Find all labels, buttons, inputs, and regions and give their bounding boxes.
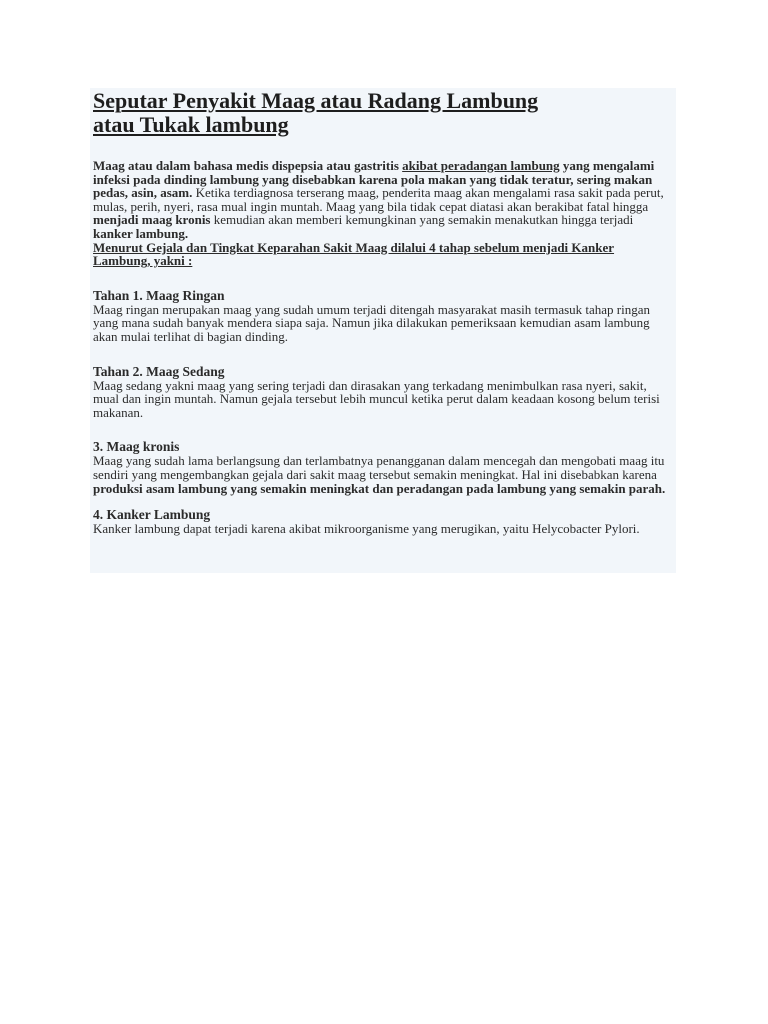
- stage-1-text: Maag ringan merupakan maag yang sudah umum terjadi ditengah masyarakat masih termasuk tahap ringan yang mana sudah banyak mendera siapa saja. Namun jika dilakukan pemeriksaan kemudian asam lambung akan mulai terlihat di bagian dinding.: [93, 301, 651, 344]
- stage-2-heading: Tahan 2. Maag Sedang: [93, 363, 225, 379]
- stage-1: [93, 288, 673, 344]
- intro-bold-1: Maag atau dalam bahasa medis dispepsia atau gastritis: [93, 158, 403, 173]
- stage-1-heading: Tahan 1. Maag Ringan: [93, 287, 225, 303]
- stage-2: [93, 364, 673, 420]
- document-title: [93, 89, 673, 137]
- stage-3-plain: Maag yang sudah lama berlangsung dan terlambatnya penangganan dalam mencegah dan mengobati maag itu sendiri yang mengembangkan gejala dari sakit maag tersebut semakin meningkat. Hal ini disebabkan karena: [93, 453, 665, 482]
- title-line-1: Seputar Penyakit Maag atau Radang Lambung: [93, 88, 539, 113]
- intro-sep-1: ,: [570, 171, 577, 187]
- intro-link[interactable]: akibat peradangan lambung: [402, 158, 560, 173]
- stages-heading: Menurut Gejala dan Tingkat Keparahan Sakit Maag dilalui 4 tahap sebelum menjadi Kanker Lambung, yakni :: [93, 239, 615, 269]
- stage-2-text: Maag sedang yakni maag yang sering terjadi dan dirasakan yang terkadang menimbulkan rasa nyeri, sakit, mual dan ingin muntah. Namun gejala tersebut lebih muncul ketika perut dalam keadaan kosong belum terisi makanan.: [93, 377, 660, 420]
- intro-bold-4: menjadi maag kronis: [93, 212, 211, 228]
- intro-plain-1: Ketika terdiagnosa terserang maag, penderita maag akan mengalami rasa sakit pada perut, mulas, perih, nyeri, rasa mual ingin muntah. Maag yang bila tidak cepat diatasi akan berakibat fatal hingga: [93, 185, 664, 214]
- stage-3: [93, 439, 673, 495]
- intro-paragraph: [93, 159, 673, 241]
- document-content: [90, 88, 676, 573]
- intro-bold-2: yang mengalami infeksi pada dinding lambung yang disebabkan karena pola makan yang tidak teratur: [93, 158, 655, 187]
- intro-plain-2: kemudian akan memberi kemungkinan yang semakin menakutkan hingga terjadi: [210, 212, 634, 228]
- stage-4-heading: 4. Kanker Lambung: [93, 507, 211, 523]
- stage-3-text: [93, 454, 673, 495]
- intro-bold-3: sering makan pedas, asin, asam.: [93, 171, 653, 201]
- intro-bold-5: kanker lambung.: [93, 225, 189, 241]
- stage-4: [93, 507, 673, 536]
- stage-4-text: Kanker lambung dapat terjadi karena akibat mikroorganisme yang merugikan, yaitu Helycobacter Pylori.: [93, 521, 640, 537]
- stage-3-heading: 3. Maag kronis: [93, 439, 180, 455]
- title-line-2: atau Tukak lambung: [93, 112, 289, 137]
- stage-3-bold: produksi asam lambung yang semakin meningkat dan peradangan pada lambung yang semakin parah.: [93, 480, 666, 496]
